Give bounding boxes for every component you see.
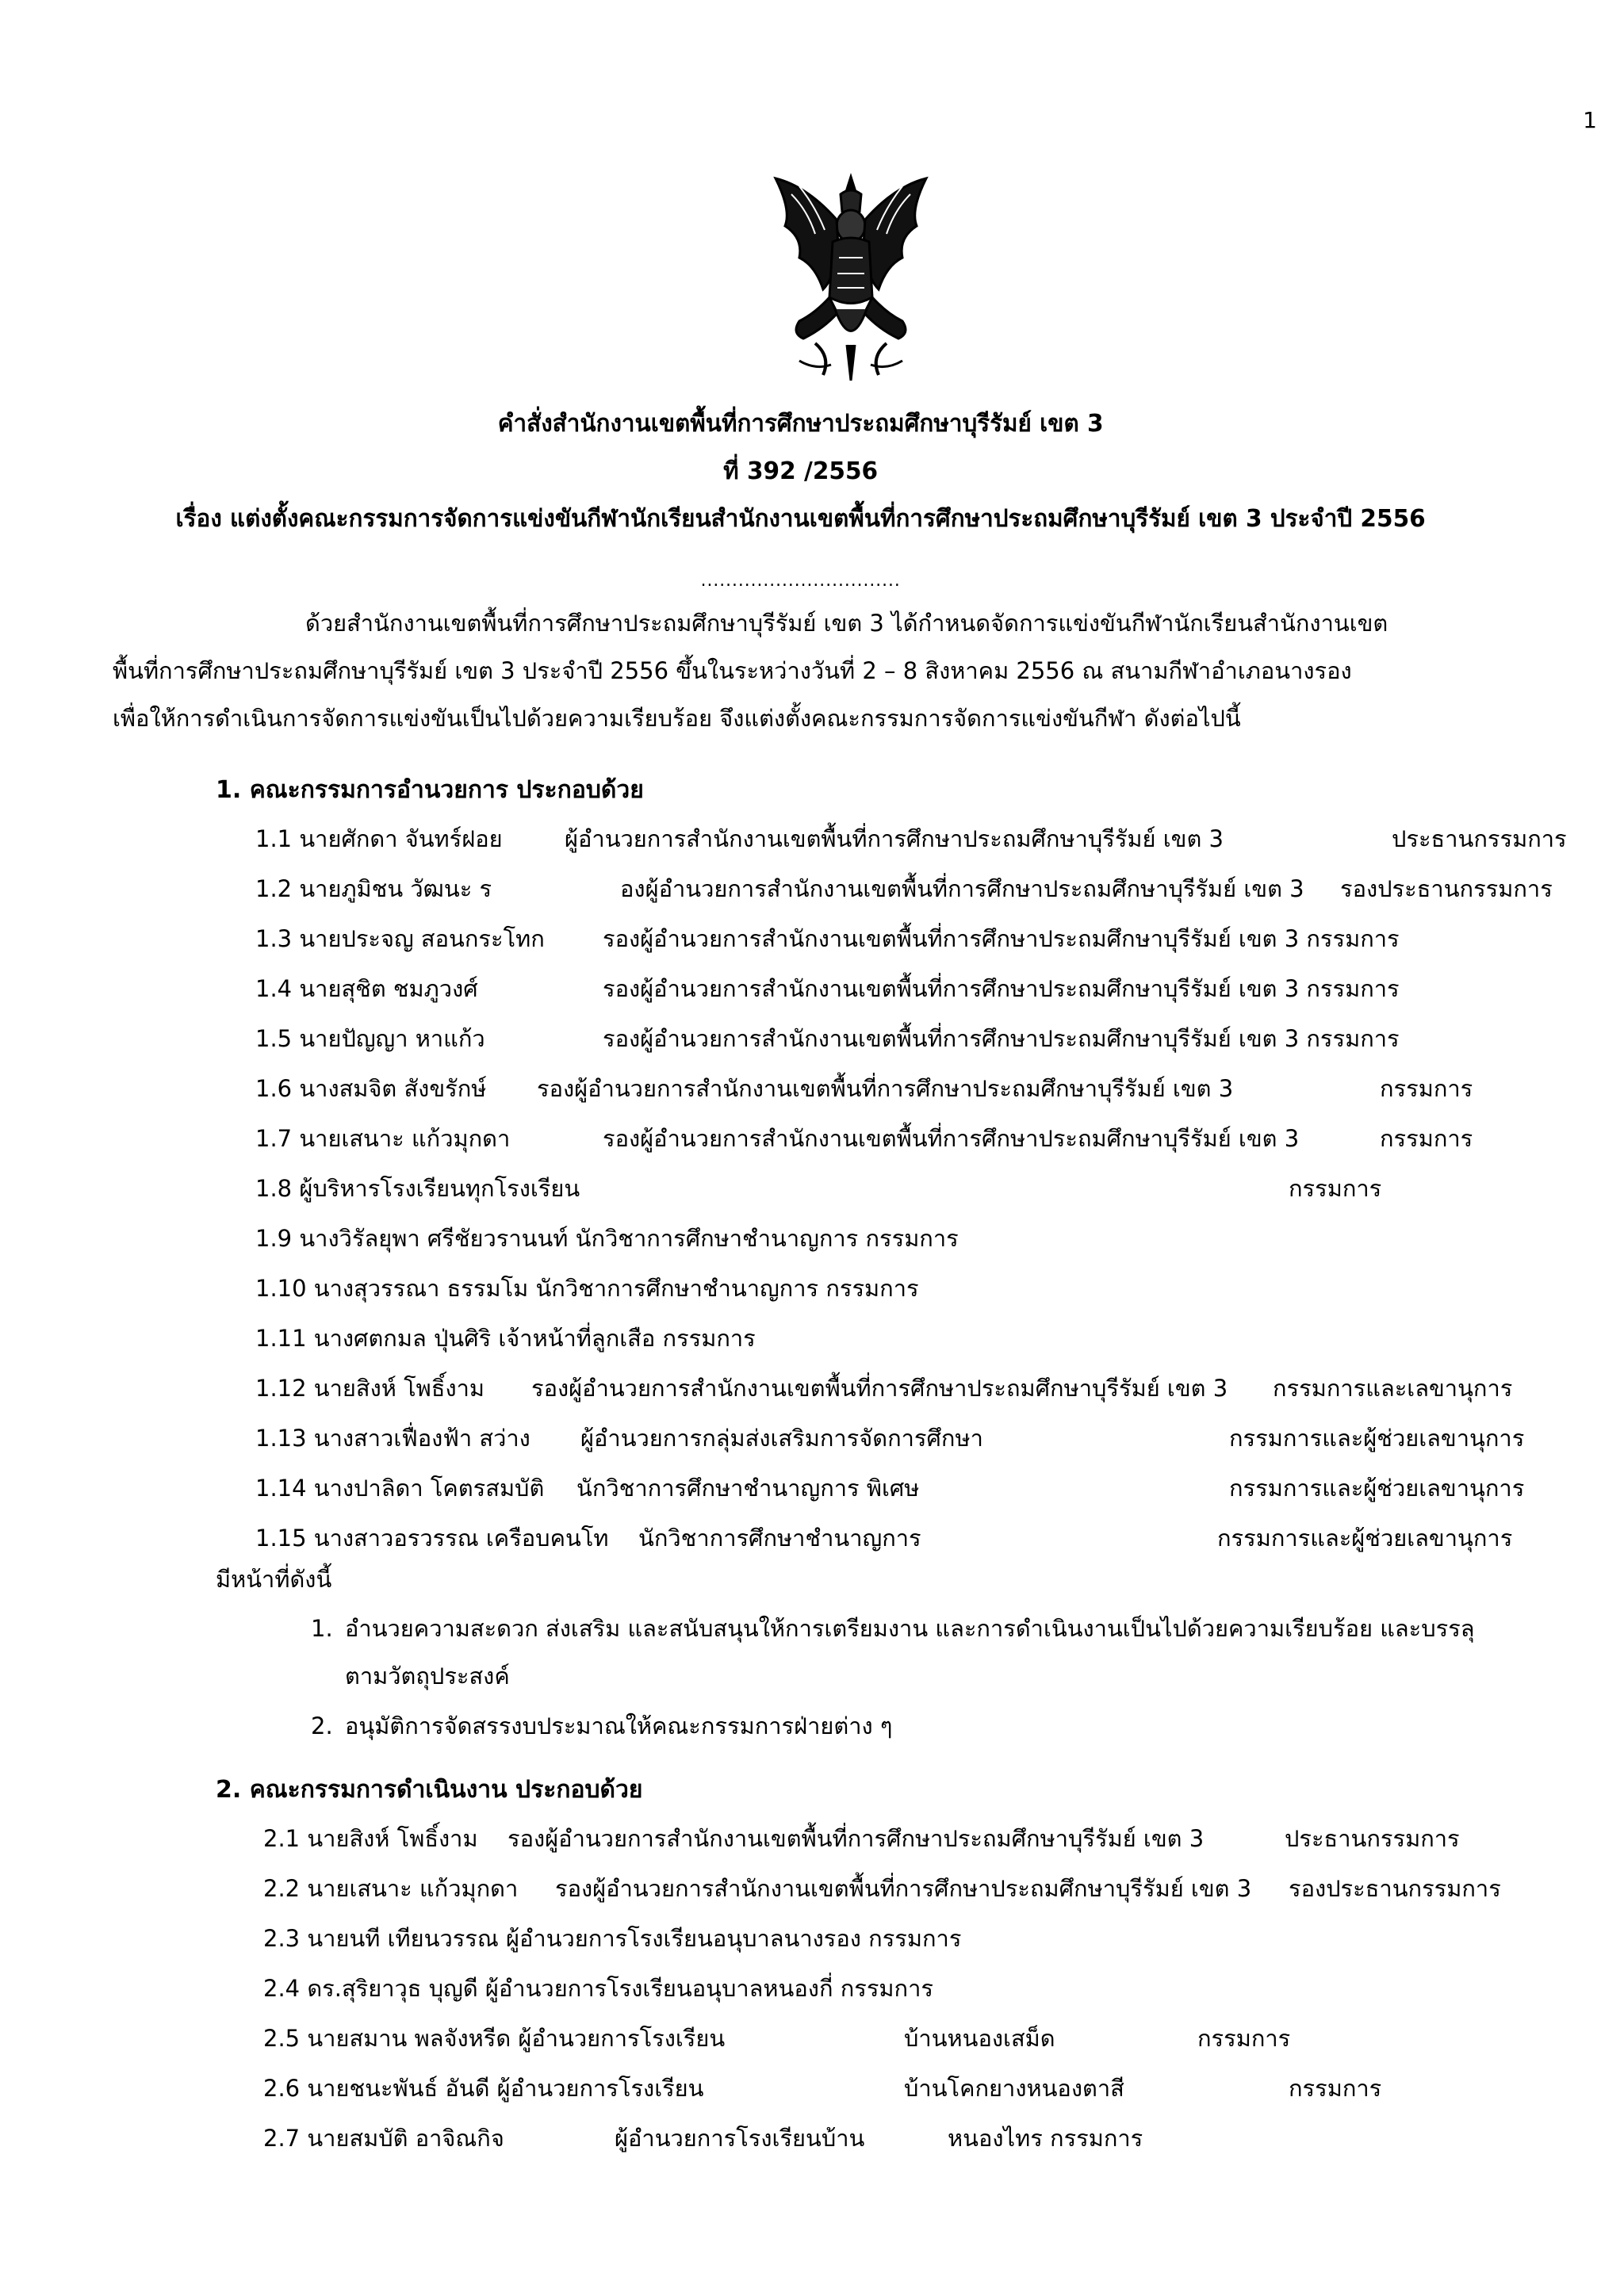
member-name: 1.2 นายภูมิชน วัฒนะ ร — [255, 875, 492, 902]
order-number: ที่ 392 /2556 — [723, 457, 879, 485]
member-name: 1.8 ผู้บริหารโรงเรียนทุกโรงเรียน — [255, 1175, 580, 1202]
member-role: กรรมการ — [1289, 2075, 1382, 2102]
member-role: กรรมการ — [1289, 1175, 1382, 1202]
member-name: 1.1 นายศักดา จันทร์ฝอย — [255, 825, 503, 852]
member-position: รองผู้อำนวยการสำนักงานเขตพื้นที่การศึกษาประถมศึกษาบุรีรัมย์ เขต 3 — [555, 1875, 1252, 1902]
member-position: รองผู้อำนวยการสำนักงานเขตพื้นที่การศึกษาประถมศึกษาบุรีรัมย์ เขต 3 — [603, 1125, 1300, 1152]
duty-text: อนุมัติการจัดสรรงบประมาณให้คณะกรรมการฝ่ายต่าง ๆ — [345, 1712, 893, 1739]
member-name: 2.6 นายชนะพันธ์ อันดี ผู้อำนวยการโรงเรียน — [263, 2075, 704, 2102]
garuda-emblem-icon — [768, 163, 934, 385]
member-role: กรรมการและผู้ช่วยเลขานุการ — [1229, 1475, 1525, 1502]
member-position: นักวิชาการศึกษาชำนาญการ — [638, 1525, 921, 1552]
member-position: รองผู้อำนวยการสำนักงานเขตพื้นที่การศึกษาประถมศึกษาบุรีรัมย์ เขต 3 กรรมการ — [603, 925, 1400, 952]
member-name: 2.1 นายสิงห์ โพธิ์งาม — [263, 1825, 478, 1852]
member-name: 1.6 นางสมจิต สังขรักษ์ — [255, 1075, 487, 1102]
member-role: หนองไทร กรรมการ — [948, 2125, 1143, 2152]
member-position: นักวิชาการศึกษาชำนาญการ พิเศษ — [576, 1475, 920, 1502]
member-name: 1.7 นายเสนาะ แก้วมุกดา — [255, 1125, 511, 1152]
member-name: 2.2 นายเสนาะ แก้วมุกดา — [263, 1875, 519, 1902]
member-position: รองผู้อำนวยการสำนักงานเขตพื้นที่การศึกษาประถมศึกษาบุรีรัมย์ เขต 3 — [508, 1825, 1205, 1852]
member-position: รองผู้อำนวยการสำนักงานเขตพื้นที่การศึกษาประถมศึกษาบุรีรัมย์ เขต 3 — [531, 1375, 1228, 1402]
member-role: รองประธานกรรมการ — [1340, 875, 1553, 902]
member-name: 1.4 นายสุชิต ชมภูวงศ์ — [255, 975, 478, 1002]
member-position: รองผู้อำนวยการสำนักงานเขตพื้นที่การศึกษาประถมศึกษาบุรีรัมย์ เขต 3 — [537, 1075, 1234, 1102]
order-subject: เรื่อง แต่งตั้งคณะกรรมการจัดการแข่งขันกีฬานักเรียนสำนักงานเขตพื้นที่การศึกษาประถมศึกษาบุรีรัมย์ เขต 3 ประจำปี 2556 — [175, 505, 1426, 533]
intro-line-2: พื้นที่การศึกษาประถมศึกษาบุรีรัมย์ เขต 3 ประจำปี 2556 ขึ้นในระหว่างวันที่ 2 – 8 สิงหาคม 2556 ณ สนามกีฬาอำเภอนางรอง — [113, 657, 1352, 684]
member-name: 1.12 นายสิงห์ โพธิ์งาม — [255, 1375, 485, 1402]
intro-line-3: เพื่อให้การดำเนินการจัดการแข่งขันเป็นไปด้วยความเรียบร้อย จึงแต่งตั้งคณะกรรมการจัดการแข่งขันกีฬา ดังต่อไปนี้ — [113, 705, 1241, 732]
intro-line-1: ด้วยสำนักงานเขตพื้นที่การศึกษาประถมศึกษาบุรีรัมย์ เขต 3 ได้กำหนดจัดการแข่งขันกีฬานักเรียนสำนักงานเขต — [305, 610, 1388, 637]
member-role: กรรมการและผู้ช่วยเลขานุการ — [1229, 1425, 1525, 1452]
page-number: 1 — [1583, 107, 1597, 133]
member-position: องผู้อำนวยการสำนักงานเขตพื้นที่การศึกษาประถมศึกษาบุรีรัมย์ เขต 3 — [620, 875, 1304, 902]
member-role: กรรมการ — [1380, 1075, 1473, 1102]
member-position: ผู้อำนวยการสำนักงานเขตพื้นที่การศึกษาประถมศึกษาบุรีรัมย์ เขต 3 — [565, 825, 1224, 852]
member-role: ประธานกรรมการ — [1392, 825, 1567, 852]
member-name: 2.3 นายนที เทียนวรรณ ผู้อำนวยการโรงเรียนอนุบาลนางรอง กรรมการ — [263, 1925, 962, 1952]
member-position: บ้านโคกยางหนองตาสี — [904, 2075, 1124, 2102]
member-position: ผู้อำนวยการโรงเรียนบ้าน — [615, 2125, 865, 2152]
member-name: 1.15 นางสาวอรวรรณ เครือบคนโท — [255, 1525, 609, 1552]
member-position: ผู้อำนวยการกลุ่มส่งเสริมการจัดการศึกษา — [580, 1425, 983, 1452]
member-role: ประธานกรรมการ — [1285, 1825, 1460, 1852]
member-name: 1.10 นางสุวรรณา ธรรมโม นักวิชาการศึกษาชำนาญการ กรรมการ — [255, 1275, 919, 1302]
separator-dots: ................................ — [700, 571, 901, 591]
member-name: 1.14 นางปาลิดา โคตรสมบัติ — [255, 1475, 545, 1502]
duties-heading: มีหน้าที่ดังนี้ — [216, 1566, 332, 1593]
duty-number: 1. — [311, 1615, 333, 1642]
member-name: 1.13 นางสาวเฟื่องฟ้า สว่าง — [255, 1425, 530, 1452]
member-name: 1.11 นางศตกมล ปุ่นศิริ เจ้าหน้าที่ลูกเสือ กรรมการ — [255, 1325, 756, 1352]
section-1-heading: 1. คณะกรรมการอำนวยการ ประกอบด้วย — [216, 776, 644, 804]
member-name: 1.9 นางวิรัลยุพา ศรีชัยวรานนท์ นักวิชาการศึกษาชำนาญการ กรรมการ — [255, 1225, 959, 1252]
section-2-heading: 2. คณะกรรมการดำเนินงาน ประกอบด้วย — [216, 1776, 643, 1804]
duty-text-cont: ตามวัตถุประสงค์ — [345, 1663, 510, 1689]
duty-text: อำนวยความสะดวก ส่งเสริม และสนับสนุนให้การเตรียมงาน และการดำเนินงานเป็นไปด้วยความเรียบร้อย และบรรลุ — [345, 1615, 1475, 1642]
member-name: 1.5 นายปัญญา หาแก้ว — [255, 1025, 485, 1052]
member-position: รองผู้อำนวยการสำนักงานเขตพื้นที่การศึกษาประถมศึกษาบุรีรัมย์ เขต 3 กรรมการ — [603, 975, 1400, 1002]
member-name: 2.5 นายสมาน พลจังหรีด ผู้อำนวยการโรงเรียน — [263, 2025, 726, 2052]
member-name: 1.3 นายประจญ สอนกระโทก — [255, 925, 545, 952]
member-position: รองผู้อำนวยการสำนักงานเขตพื้นที่การศึกษาประถมศึกษาบุรีรัมย์ เขต 3 กรรมการ — [603, 1025, 1400, 1052]
duty-number: 2. — [311, 1712, 333, 1739]
member-position: บ้านหนองเสม็ด — [904, 2025, 1055, 2052]
member-role: กรรมการ — [1197, 2025, 1291, 2052]
member-role: กรรมการและเลขานุการ — [1273, 1375, 1513, 1402]
member-role: รองประธานกรรมการ — [1289, 1875, 1501, 1902]
member-name: 2.7 นายสมบัติ อาจิณกิจ — [263, 2125, 504, 2152]
member-role: กรรมการ — [1380, 1125, 1473, 1152]
order-title: คำสั่งสำนักงานเขตพื้นที่การศึกษาประถมศึกษาบุรีรัมย์ เขต 3 — [497, 410, 1104, 438]
member-name: 2.4 ดร.สุริยาวุธ บุญดี ผู้อำนวยการโรงเรียนอนุบาลหนองกี่ กรรมการ — [263, 1975, 933, 2002]
member-role: กรรมการและผู้ช่วยเลขานุการ — [1217, 1525, 1513, 1552]
